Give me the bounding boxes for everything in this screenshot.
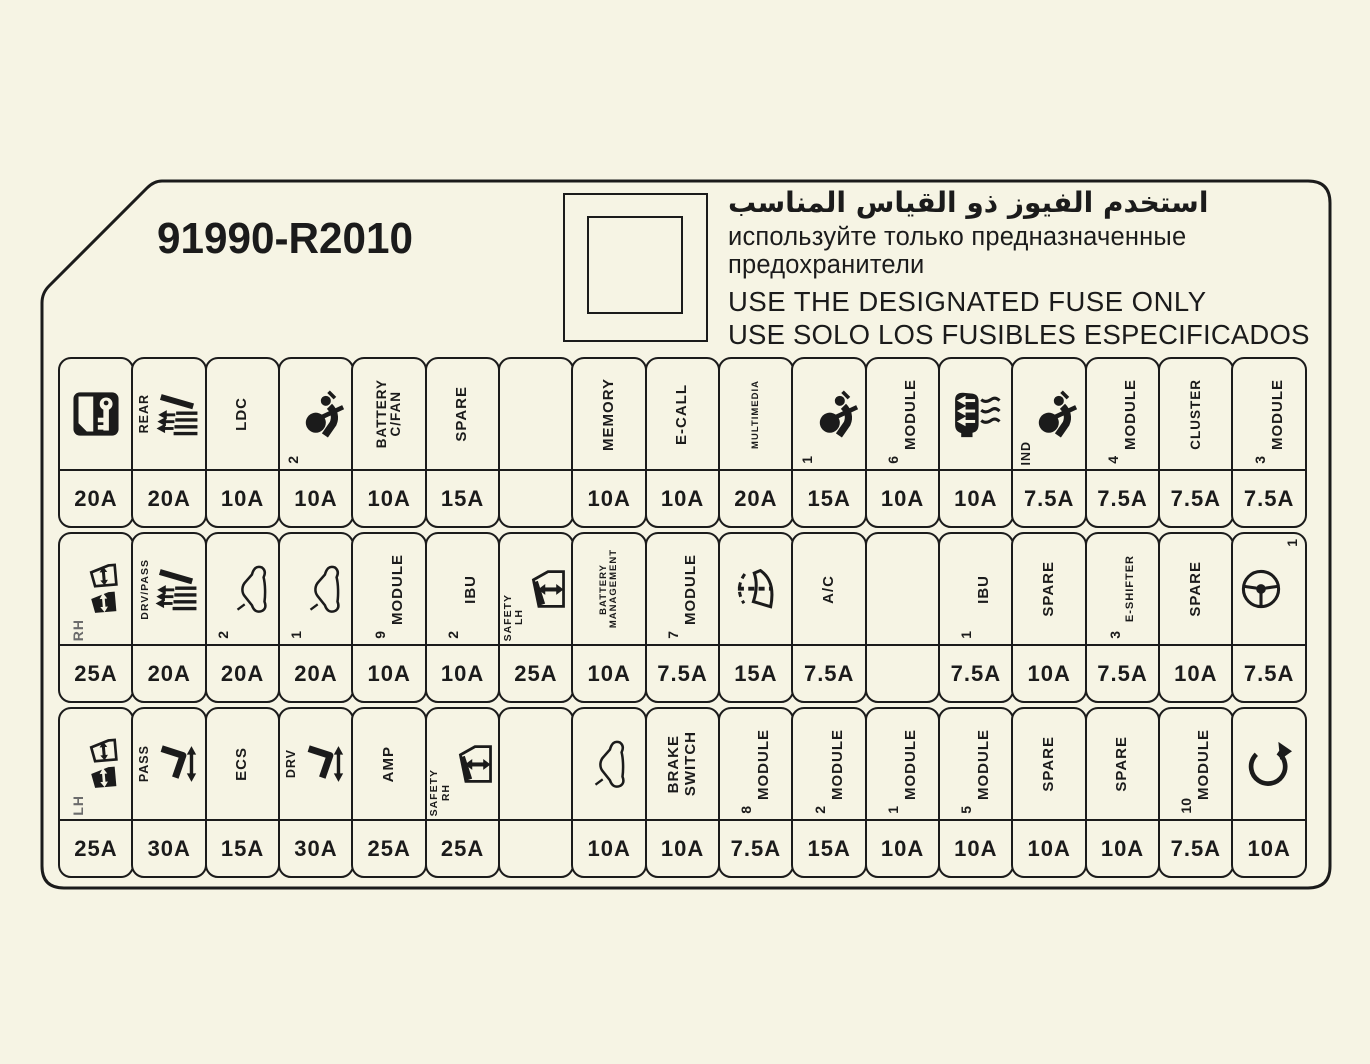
label-line: AMP	[380, 745, 398, 783]
label-line: MODULE	[755, 728, 773, 800]
amp-value: 7.5A	[1023, 485, 1075, 511]
fuse-number: 2	[444, 631, 461, 639]
fuse-icon-area	[720, 359, 792, 471]
fuse-icon-area	[793, 534, 865, 646]
amp-value	[867, 646, 939, 701]
fuse-icon-area	[427, 709, 499, 821]
fuse-icon-area	[1160, 359, 1232, 471]
fuse-number: 3	[1251, 456, 1268, 464]
amp-value: 10A	[367, 485, 411, 511]
fuse-label	[1196, 729, 1212, 800]
fuse-label	[1041, 561, 1057, 617]
fuse-icon-area	[133, 534, 205, 646]
amp-value: 10A	[880, 835, 925, 861]
label-line: E-CALL	[673, 383, 691, 445]
warning-russian-line1: используйте только предназначенные	[728, 223, 1187, 251]
fuse-cell-r1c8	[571, 357, 647, 528]
fuse-cell-r3c14	[1011, 707, 1087, 878]
fuse-icon-area	[867, 709, 939, 821]
fuse-number: 2	[215, 631, 232, 639]
label-line: SPARE	[1113, 736, 1131, 792]
fuse-side-label	[285, 749, 299, 778]
amp-value: 7.5A	[1170, 485, 1222, 511]
fuse-side-label	[71, 619, 86, 641]
fuse-label	[751, 380, 761, 449]
fuse-icon-area	[1160, 534, 1232, 646]
label-line: IND	[1019, 441, 1034, 466]
fuse-row-3	[58, 707, 1307, 878]
fuse-cell-r1c14	[1011, 357, 1087, 528]
amp-value: 10A	[294, 485, 338, 511]
amp-value: 7.5A	[1097, 485, 1148, 511]
amp-value: 10A	[587, 660, 631, 686]
fuse-icon-area	[1087, 359, 1159, 471]
fuse-label	[756, 729, 772, 800]
fuse-icon-area	[1233, 534, 1305, 646]
amp-value	[500, 471, 572, 526]
label-line: MODULE	[901, 728, 919, 800]
amp-value: 10A	[660, 485, 705, 511]
label-line: PASS	[137, 745, 152, 783]
label-line: LH	[70, 795, 87, 816]
label-line: IBU	[462, 574, 480, 604]
part-number: 91990-R2010	[157, 214, 414, 263]
fuse-cell-r2c6	[425, 532, 501, 703]
warning-spanish: USE SOLO LOS FUSIBLES ESPECIFICADOS	[728, 319, 1310, 350]
label-line: MODULE	[1268, 378, 1286, 450]
fuse-cell-r1c10	[718, 357, 794, 528]
amp-value: 7.5A	[950, 660, 1002, 686]
power-seat-icon	[301, 740, 347, 788]
fuse-icon-area	[573, 359, 645, 471]
fuse-label	[390, 554, 406, 625]
fuse-label	[463, 575, 479, 604]
fuse-icon-area	[647, 534, 719, 646]
fuse-icon-area	[500, 359, 572, 471]
fuse-cell-r1c9	[645, 357, 721, 528]
seat-heater-icon	[154, 391, 200, 437]
label-line: BATTERY	[373, 379, 389, 449]
fuse-cell-r1c2	[131, 357, 207, 528]
amp-value: 20A	[294, 660, 338, 686]
amp-value: 15A	[807, 485, 851, 511]
label-line: ECS	[233, 747, 251, 781]
seat-heater-icon	[153, 566, 199, 612]
amp-value: 10A	[1100, 835, 1145, 861]
fuse-label	[1188, 561, 1204, 617]
fuse-number: 8	[738, 806, 755, 814]
fuse-cell-r2c16	[1158, 532, 1234, 703]
fuse-cell-r1c7	[498, 357, 574, 528]
amp-value: 10A	[1174, 660, 1218, 686]
fuse-label	[375, 379, 404, 448]
fuse-icon-area	[280, 709, 352, 821]
fuse-cell-r2c11	[791, 532, 867, 703]
fuse-cell-r3c10	[718, 707, 794, 878]
power-window-double-icon	[88, 738, 120, 790]
fuse-number: 9	[371, 631, 388, 639]
fuse-cell-r2c17	[1231, 532, 1307, 703]
fuse-cell-r3c6	[425, 707, 501, 878]
fuse-icon-area	[133, 709, 205, 821]
fuse-side-label	[1020, 441, 1034, 466]
fuse-icon-area	[427, 534, 499, 646]
fuse-cell-r3c12	[865, 707, 941, 878]
amp-value: 20A	[220, 660, 265, 686]
warning-english: USE THE DESIGNATED FUSE ONLY	[728, 286, 1207, 317]
fuse-cell-r1c3	[205, 357, 281, 528]
fuse-label	[381, 746, 397, 782]
amp-value: 30A	[147, 835, 191, 861]
power-seat-icon	[154, 740, 200, 788]
label-line: RH	[439, 783, 452, 801]
amp-value: 10A	[1247, 835, 1291, 861]
fuse-cell-r2c10	[718, 532, 794, 703]
fuse-cell-r1c16	[1158, 357, 1234, 528]
fuse-label	[1114, 736, 1130, 792]
amp-value: 20A	[147, 485, 191, 511]
amp-value: 25A	[74, 660, 118, 686]
fuse-cell-r3c15	[1085, 707, 1161, 878]
amp-value: 10A	[220, 485, 265, 511]
label-line: MODULE	[901, 378, 919, 450]
fuse-cell-r2c4	[278, 532, 354, 703]
amp-value: 7.5A	[803, 660, 855, 686]
fuse-label	[601, 378, 617, 451]
fuse-icon-area	[207, 534, 279, 646]
label-line: IBU	[975, 574, 993, 604]
amp-value: 15A	[734, 660, 778, 686]
rotation-icon	[1246, 740, 1292, 788]
fuse-cell-r3c11	[791, 707, 867, 878]
label-line: A/C	[820, 574, 838, 604]
fuse-icon-area	[1013, 534, 1085, 646]
label-line: MODULE	[828, 728, 846, 800]
amp-value: 30A	[294, 835, 338, 861]
fuse-icon-area	[940, 359, 1012, 471]
fuse-label	[234, 747, 250, 781]
fuse-number: 10	[1178, 798, 1195, 814]
fuse-side-label	[140, 559, 151, 620]
fuse-cell-r2c1	[58, 532, 134, 703]
label-line: MODULE	[1195, 728, 1213, 800]
fuse-icon-area	[1160, 709, 1232, 821]
door-lock-icon	[72, 391, 120, 437]
fuse-cell-r1c5	[351, 357, 427, 528]
fuse-label	[599, 549, 620, 628]
fuse-cell-r1c13	[938, 357, 1014, 528]
fuse-icon-area	[500, 709, 572, 821]
label-line: BRAKE	[665, 734, 683, 794]
amp-value: 7.5A	[657, 660, 708, 686]
fuse-cell-r2c13	[938, 532, 1014, 703]
steering-icon	[1239, 567, 1283, 611]
fuse-side-label	[138, 745, 152, 782]
fuse-side-label	[138, 394, 152, 433]
label-line: MODULE	[1121, 378, 1139, 450]
fuse-icon-area	[940, 709, 1012, 821]
fuse-cell-r2c8	[571, 532, 647, 703]
fuse-label	[666, 731, 698, 796]
fuse-cell-r3c13	[938, 707, 1014, 878]
label-line: MULTIMEDIA	[749, 379, 761, 449]
amp-value: 20A	[734, 485, 778, 511]
fuse-cell-r3c7	[498, 707, 574, 878]
fuse-grid	[58, 357, 1307, 878]
fuse-icon-area	[353, 359, 425, 471]
car-profile-icon	[306, 561, 342, 617]
car-profile-icon	[591, 736, 627, 792]
fuse-cell-r3c5	[351, 707, 427, 878]
fuse-icon-area	[940, 534, 1012, 646]
fuse-icon-area	[280, 359, 352, 471]
fuse-cell-r2c7	[498, 532, 574, 703]
fuse-icon-area	[867, 359, 939, 471]
label-line: SAFETY	[501, 593, 514, 641]
amp-value: 10A	[954, 485, 998, 511]
label-line: MEMORY	[600, 377, 618, 451]
fuse-cell-r1c6	[425, 357, 501, 528]
fuse-puller-box-icon	[563, 193, 708, 342]
amp-value: 20A	[74, 485, 118, 511]
fuse-icon-area	[353, 709, 425, 821]
fuse-icon-area	[133, 359, 205, 471]
label-line: REAR	[137, 394, 152, 434]
fuse-cell-r2c3	[205, 532, 281, 703]
label-line: LDC	[233, 397, 251, 431]
fuse-icon-area	[720, 709, 792, 821]
fuse-label	[454, 386, 470, 442]
fuse-icon-area	[573, 709, 645, 821]
fuse-cell-r3c4	[278, 707, 354, 878]
fuse-number: 1	[1283, 539, 1300, 547]
amp-value: 15A	[807, 835, 851, 861]
fuse-cell-r3c8	[571, 707, 647, 878]
fuse-number: 4	[1104, 456, 1121, 464]
fuse-icon-area	[60, 534, 132, 646]
label-line: MODULE	[388, 553, 406, 625]
warning-russian-line2: предохранители	[728, 251, 925, 279]
fuse-cell-r3c17	[1231, 707, 1307, 878]
fuse-cell-r1c12	[865, 357, 941, 528]
fuse-icon-area	[573, 534, 645, 646]
amp-value: 7.5A	[1097, 660, 1148, 686]
fuse-side-label	[429, 769, 452, 816]
fuse-icon-area	[1013, 359, 1085, 471]
fuse-icon-area	[647, 709, 719, 821]
label-line: DRV/PASS	[138, 558, 151, 620]
fuse-icon-area	[427, 359, 499, 471]
airbag-icon	[303, 389, 345, 440]
fuse-cell-r2c9	[645, 532, 721, 703]
fuse-label	[1123, 379, 1139, 450]
fuse-label	[234, 397, 250, 431]
fuse-icon-area	[1233, 359, 1305, 471]
car-profile-icon	[233, 561, 269, 617]
fuse-row-1	[58, 357, 1307, 528]
amp-value: 10A	[440, 660, 485, 686]
fuse-cell-r2c5	[351, 532, 427, 703]
amp-value: 20A	[147, 660, 191, 686]
fuse-icon-area	[647, 359, 719, 471]
fuse-icon-area	[793, 709, 865, 821]
washer-icon	[731, 567, 781, 612]
fuse-icon-area	[867, 534, 939, 646]
amp-value: 10A	[660, 835, 705, 861]
fuse-label	[821, 575, 837, 604]
fuse-cell-r1c11	[791, 357, 867, 528]
fuse-cell-r2c14	[1011, 532, 1087, 703]
amp-value: 7.5A	[1170, 835, 1222, 861]
fuse-icon-area	[793, 359, 865, 471]
power-window-icon	[454, 743, 496, 785]
fuse-icon-area	[1013, 709, 1085, 821]
label-line: SPARE	[1186, 561, 1204, 617]
label-line: SPARE	[1040, 736, 1058, 792]
mirror-heater-icon	[949, 391, 1003, 438]
fuse-row-2	[58, 532, 1307, 703]
label-line: BATTERY	[597, 563, 609, 615]
label-line: MODULE	[682, 553, 699, 625]
fuse-cell-r3c2	[131, 707, 207, 878]
fuse-label	[1189, 379, 1204, 450]
fuse-cell-r1c4	[278, 357, 354, 528]
label-line: SAFETY	[428, 768, 441, 816]
fuse-icon-area	[1233, 709, 1305, 821]
fuse-number: 1	[798, 456, 815, 464]
fuse-cell-r2c2	[131, 532, 207, 703]
warning-text-block	[728, 183, 1340, 351]
fuse-cell-r1c17	[1231, 357, 1307, 528]
label-line: DRV	[284, 749, 299, 779]
label-line: MODULE	[975, 728, 993, 800]
fuse-icon-area	[500, 534, 572, 646]
fuse-cell-r2c15	[1085, 532, 1161, 703]
amp-value: 10A	[1027, 835, 1071, 861]
fuse-number: 2	[285, 456, 302, 464]
label-line: CLUSTER	[1187, 378, 1203, 450]
amp-value: 7.5A	[1243, 660, 1295, 686]
power-window-double-icon	[88, 563, 120, 615]
fuse-icon-area	[1087, 534, 1159, 646]
fuse-cell-r1c1	[58, 357, 134, 528]
fuse-number: 7	[664, 631, 681, 639]
fuse-icon-area	[207, 359, 279, 471]
fuse-icon-area	[207, 709, 279, 821]
fuse-number: 2	[811, 806, 828, 814]
fuse-side-label	[503, 594, 526, 641]
fuse-cell-r2c12	[865, 532, 941, 703]
amp-value: 10A	[954, 835, 998, 861]
fuse-icon-area	[720, 534, 792, 646]
fuse-side-label	[71, 795, 86, 816]
amp-value: 25A	[440, 835, 485, 861]
amp-value: 10A	[587, 485, 631, 511]
label-line: E-SHIFTER	[1124, 555, 1137, 623]
fuse-icon-area	[60, 359, 132, 471]
fuse-icon-area	[280, 534, 352, 646]
fuse-label	[1125, 555, 1137, 622]
warning-arabic: استخدم الفيوز ذو القياس المناسب	[728, 186, 1209, 219]
fuse-cell-r3c3	[205, 707, 281, 878]
label-line: MANAGEMENT	[608, 549, 620, 629]
label-line: SPARE	[1040, 561, 1058, 617]
amp-value: 15A	[220, 835, 265, 861]
amp-value: 7.5A	[1243, 485, 1295, 511]
fuse-number: 5	[958, 806, 975, 814]
fuse-label	[683, 554, 699, 625]
amp-value: 25A	[74, 835, 118, 861]
fuse-cell-r1c15	[1085, 357, 1161, 528]
fuse-number: 1	[958, 631, 975, 639]
fuse-label	[903, 379, 919, 450]
fuse-cell-r3c16	[1158, 707, 1234, 878]
fuse-number: 3	[1107, 631, 1124, 639]
fuse-label	[903, 729, 919, 800]
airbag-icon	[817, 389, 859, 440]
amp-value	[500, 821, 572, 876]
amp-value: 15A	[440, 485, 485, 511]
fuse-label	[976, 729, 992, 800]
fuse-number: 1	[884, 806, 901, 814]
amp-value: 25A	[514, 660, 558, 686]
fuse-label	[1041, 736, 1057, 792]
fuse-icon-area	[1087, 709, 1159, 821]
label-line: SPARE	[453, 386, 471, 442]
power-window-icon	[527, 568, 569, 610]
fuse-cell-r3c9	[645, 707, 721, 878]
amp-value: 10A	[880, 485, 925, 511]
fuse-label	[1270, 379, 1286, 450]
amp-value: 25A	[367, 835, 411, 861]
fuse-icon-area	[60, 709, 132, 821]
fuse-puller-inner-square	[587, 216, 683, 314]
fuse-cell-r3c1	[58, 707, 134, 878]
label-line: RH	[70, 618, 87, 641]
amp-value: 7.5A	[730, 835, 782, 861]
fuse-icon-area	[353, 534, 425, 646]
fuse-number: 6	[884, 456, 901, 464]
label-line: LH	[512, 609, 525, 626]
fuse-label	[830, 729, 846, 800]
fuse-number: 1	[288, 631, 305, 639]
fuse-label	[976, 575, 992, 604]
amp-value: 10A	[587, 835, 631, 861]
airbag-icon	[1036, 389, 1078, 440]
amp-value: 10A	[1027, 660, 1071, 686]
label-line: C/FAN	[388, 391, 404, 437]
amp-value: 10A	[367, 660, 411, 686]
fuse-label	[674, 384, 690, 445]
label-line: SWITCH	[681, 731, 699, 797]
